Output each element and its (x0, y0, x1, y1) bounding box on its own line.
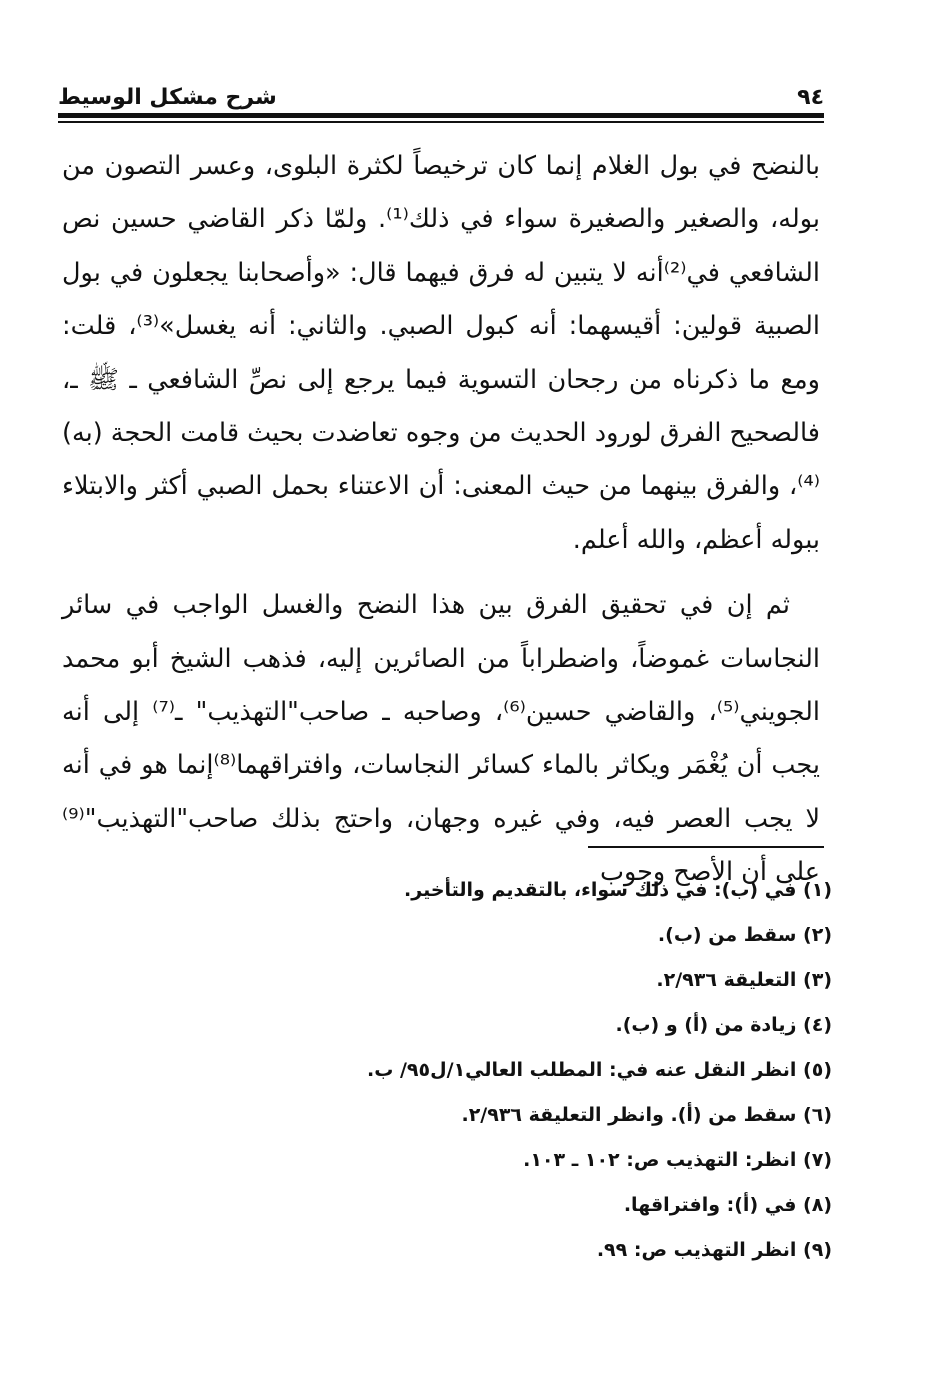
footnotes (100, 868, 832, 1273)
page-header (58, 80, 824, 110)
page-number: ٩٤ (797, 85, 824, 110)
footnote-separator (588, 846, 824, 848)
footnote-4: (٤) زيادة من (أ) و (ب). (615, 1014, 832, 1036)
footnote-3: (٣) التعليقة ٢/٩٣٦. (656, 969, 832, 991)
footnote-5: (٥) انظر النقل عنه في: المطلب العالي١/ل٩٥/ ب. (367, 1059, 832, 1081)
footnote-9: (٩) انظر التهذيب ص: ٩٩. (596, 1239, 832, 1261)
header-rule-thick (58, 113, 824, 118)
paragraph-1: بالنضح في بول الغلام إنما كان ترخيصاً لكثرة البلوى، وعسر التصون من بوله، والصغير والصغيرة سواء في ذلك⁽¹⁾. ولمّا ذكر القاضي حسين نص الشافعي في⁽²⁾أنه لا يتبين له فرق فيهما قال: «وأصحابنا يجعلون في بول الصبية قولين: أقيسهما: أنه كبول الصبي. والثاني: أنه يغسل»⁽³⁾، قلت: ومع ما ذكرناه من رجحان التسوية فيما يرجع إلى نصِّ الشافعي ـ ﷺ ـ، فالصحيح الفرق لورود الحديث من وجوه تعاضدت بحيث قامت الحجة (به)⁽⁴⁾، والفرق بينهما من حيث المعنى: أن الاعتناء بحمل الصبي أكثر والابتلاء ببوله أعظم، والله أعلم. (62, 151, 820, 555)
footnote-1: (١) في (ب): في ذلك سواء، بالتقديم والتأخير. (404, 879, 832, 901)
footnote-6: (٦) سقط من (أ). وانظر التعليقة ٢/٩٣٦. (461, 1104, 832, 1126)
footnote-2: (٢) سقط من (ب). (657, 924, 832, 946)
paragraph-2: ثم إن في تحقيق الفرق بين هذا النضح والغسل الواجب في سائر النجاسات غموضاً، واضطراباً من الصائرين إليه، فذهب الشيخ أبو محمد الجويني⁽⁵⁾، والقاضي حسين⁽⁶⁾، وصاحبه ـ صاحب"التهذيب" ـ⁽⁷⁾ إلى أنه يجب أن يُغْمَر ويكاثر بالماء كسائر النجاسات، وافتراقهما⁽⁸⁾إنما هو في أنه لا يجب العصر فيه، وفي غيره وجهان، واحتج بذلك صاحب"التهذيب"⁽⁹⁾على أن الأصح وجوب (62, 590, 821, 888)
footnote-7: (٧) انظر: التهذيب ص: ١٠٢ ـ ١٠٣. (523, 1149, 832, 1171)
header-rule-thin (58, 121, 824, 123)
main-text (62, 140, 820, 900)
running-title: شرح مشكل الوسيط (58, 85, 277, 110)
footnote-8: (٨) في (أ): وافتراقها. (623, 1194, 832, 1216)
